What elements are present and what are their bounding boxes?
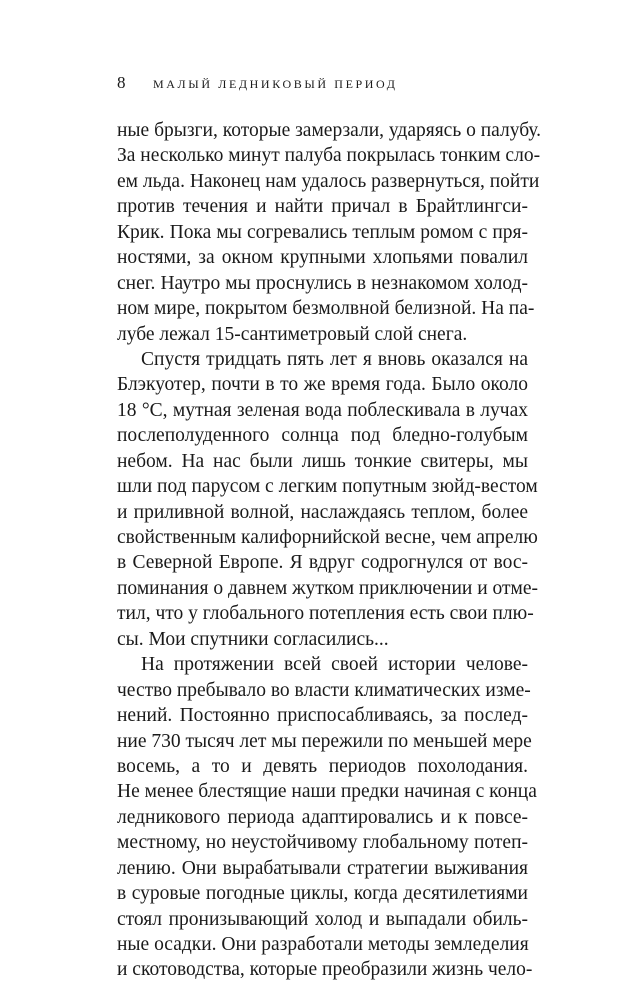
- text-line: ние 730 тысяч лет мы пережили по меньшей мере: [117, 730, 532, 752]
- text-line: Крик. Пока мы согревались теплым ромом с пря-: [117, 221, 528, 243]
- text-line: местному, но неустойчивому глобальному потеп-: [117, 832, 528, 854]
- paragraph: [117, 652, 537, 983]
- page-number: 8: [117, 73, 126, 92]
- text-line: Не менее блестящие наши предки начиная с конца: [117, 781, 537, 803]
- text-line: чество пребывало во власти климатических изме-: [117, 679, 531, 701]
- body-text: [117, 118, 542, 983]
- text-line: снег. Наутро мы проснулись в незнакомом холод-: [117, 272, 528, 294]
- text-line: и скотоводства, которые преобразили жизнь чело-: [117, 959, 533, 981]
- text-line: ледникового периода адаптировались и к повсе-: [117, 806, 528, 828]
- text-line: против течения и найти причал в Брайтлингси-: [117, 196, 528, 218]
- text-line: лубе лежал 15-сантиметровый слой снега.: [117, 323, 468, 345]
- text-line: свойственным калифорнийской весне, чем апрелю: [117, 527, 538, 548]
- text-line: За несколько минут палуба покрылась тонким сло-: [117, 145, 541, 167]
- text-line: стоял пронизывающий холод и выпадали обиль-: [117, 908, 528, 930]
- text-line: Блэкуотер, почти в то же время года. Было около: [117, 374, 528, 396]
- text-line: сы. Мои спутники согласились...: [117, 628, 389, 650]
- text-line: лению. Они вырабатывали стратегии выживания: [117, 857, 528, 879]
- text-line: ном мире, покрытом безмолвной белизной. На па-: [117, 298, 535, 320]
- paragraph: [117, 347, 539, 652]
- text-line: ем льда. Наконец нам удалось развернуться, пойти: [117, 170, 540, 192]
- text-line: ностями, за окном крупными хлопьями повалил: [117, 247, 528, 269]
- text-line: шли под парусом с легким попутным зюйд-вестом: [117, 476, 538, 498]
- text-line: послеполуденного солнца под бледно-голубым: [117, 425, 528, 447]
- text-line: и приливной волной, наслаждаясь теплом, более: [117, 501, 528, 523]
- text-line: Спустя тридцать пять лет я вновь оказался на: [141, 348, 528, 370]
- text-line: 18 °C, мутная зеленая вода поблескивала в лучах: [117, 399, 528, 421]
- paragraph: [117, 118, 542, 347]
- running-title: МАЛЫЙ ЛЕДНИКОВЫЙ ПЕРИОД: [153, 77, 398, 91]
- text-line: ные брызги, которые замерзали, ударяясь о палубу.: [117, 120, 542, 141]
- text-line: в Северной Европе. Я вдруг содрогнулся от вос-: [117, 552, 528, 574]
- text-line: в суровые погодные циклы, когда десятилетиями: [117, 883, 528, 905]
- text-line: ные осадки. Они разработали методы земледелия: [117, 934, 529, 955]
- text-line: небом. На нас были лишь тонкие свитеры, мы: [117, 450, 528, 472]
- text-line: тил, что у глобального потепления есть свои плю-: [117, 603, 534, 625]
- text-line: нений. Постоянно приспосабливаясь, за послед-: [117, 705, 528, 727]
- text-line: поминания о давнем жутком приключении и отме-: [117, 577, 539, 599]
- text-line: восемь, а то и девять периодов похолодания.: [117, 755, 528, 777]
- running-head: [117, 71, 398, 96]
- text-line: На протяжении всей своей истории челове-: [141, 654, 528, 676]
